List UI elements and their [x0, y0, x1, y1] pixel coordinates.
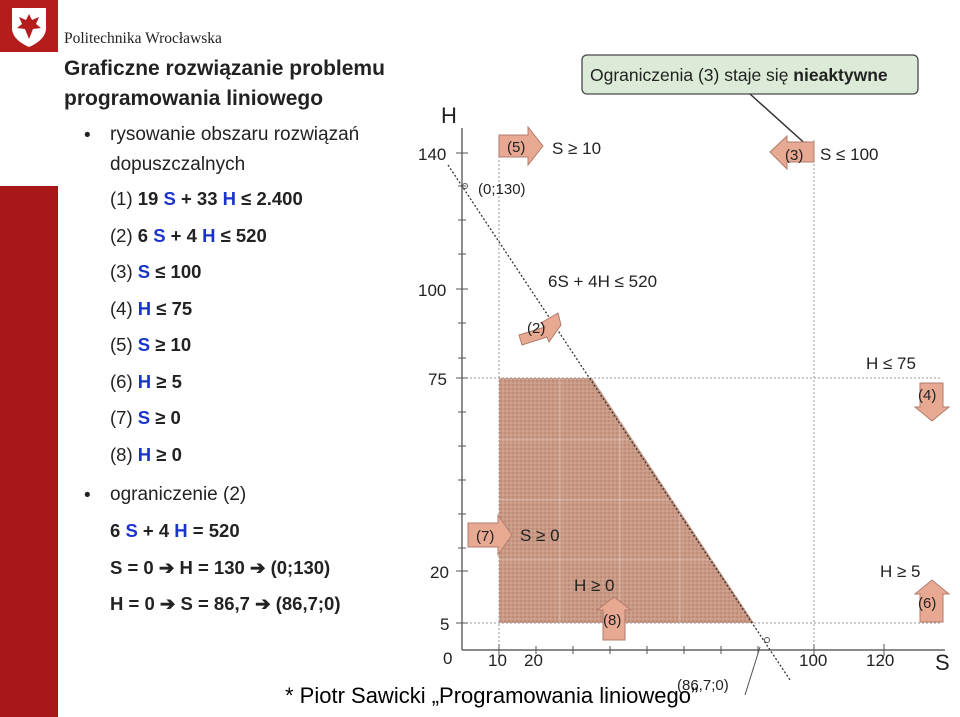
label-6s-4h-le-520: 6S + 4H ≤ 520 [548, 272, 658, 291]
y-tick-75: 75 [428, 370, 447, 389]
constraint-part: ≥ 5 [151, 370, 182, 392]
constraint-part: H [137, 443, 152, 465]
callout-text: Ograniczenia (3) staje się nieaktywne [590, 65, 888, 85]
x-tick-120: 120 [866, 651, 895, 670]
origin-label: 0 [443, 649, 453, 668]
y-tick-100: 100 [418, 281, 447, 300]
university-name: Politechnika Wrocławska [64, 30, 222, 47]
constraint-part: S [153, 224, 166, 246]
callout-arrow [750, 94, 810, 148]
bullet-2: ograniczenie (2) [110, 484, 247, 505]
bullet-1-line-2: dopuszczalnych [110, 154, 246, 175]
constraint-number: (1) [110, 188, 133, 209]
tag-7: (7) [476, 528, 495, 545]
tag-2: (2) [527, 320, 546, 337]
constraint-part: ≤ 2.400 [236, 188, 303, 209]
constraint-part: S [137, 261, 151, 282]
title-line-1: Graficzne rozwiązanie problemu [64, 57, 385, 80]
y-tick-140: 140 [418, 145, 447, 164]
derivation-1: S = 0 ➔ H = 130 ➔ (0;130) [110, 557, 331, 578]
point-86-7-0 [765, 638, 770, 643]
constraint-part: 19 [137, 188, 164, 209]
tag-4: (4) [918, 387, 937, 404]
leader-86-7-0 [745, 647, 760, 695]
constraint-number: (3) [110, 261, 133, 282]
bullet-dot-1: • [84, 125, 91, 146]
constraint-part: ≥ 10 [150, 334, 192, 355]
constraint-part: ≥ 0 [151, 443, 182, 465]
bullet-1-line-1: rysowanie obszaru rozwiązań [110, 124, 360, 145]
point-0-130-label: (0;130) [478, 181, 526, 198]
label-h-ge-0: H ≥ 0 [574, 576, 615, 595]
x-tick-20: 20 [524, 651, 543, 670]
constraint-number: (4) [110, 297, 133, 319]
tag-8: (8) [603, 612, 622, 629]
label-h-ge-5: H ≥ 5 [880, 562, 921, 581]
constraint-part: ≤ 75 [151, 297, 193, 319]
constraint-part: ≤ 100 [150, 261, 202, 282]
constraint-part: ≥ 0 [150, 407, 181, 428]
equation: 6 S + 4 H = 520 [110, 520, 240, 541]
y-tick-20: 20 [430, 563, 449, 582]
x-axis-label: S [935, 650, 950, 675]
y-tick-5: 5 [440, 615, 450, 634]
x-tick-100: 100 [799, 651, 828, 670]
constraint-number: (7) [110, 407, 133, 428]
constraint-part: S [137, 407, 151, 428]
x-tick-10: 10 [488, 651, 507, 670]
derivation-2: H = 0 ➔ S = 86,7 ➔ (86,7;0) [110, 593, 341, 614]
constraint-number: (8) [110, 443, 133, 465]
constraint-part: + 33 [175, 188, 223, 209]
label-s-ge-10: S ≥ 10 [552, 139, 602, 158]
constraint-part: H [222, 188, 237, 209]
y-axis-label: H [441, 103, 457, 128]
point-86-7-0-label: (86,7;0) [677, 677, 729, 694]
constraint-part: + 4 [165, 224, 203, 246]
constraint-part: S [137, 334, 151, 355]
constraint-number: (2) [110, 224, 133, 246]
bullet-dot-2: • [84, 485, 91, 506]
label-h-le-75: H ≤ 75 [866, 354, 916, 373]
tag-5: (5) [507, 139, 526, 156]
title-line-2: programowania liniowego [64, 87, 324, 110]
tag-3: (3) [785, 147, 804, 164]
tag-6: (6) [918, 595, 937, 612]
constraint-number: (6) [110, 370, 133, 392]
constraint-part: ≤ 520 [215, 224, 267, 246]
constraint-part: 6 [137, 224, 154, 246]
constraint-part: H [202, 224, 216, 246]
constraint-part: H [137, 297, 152, 319]
constraint-part: H [137, 370, 152, 392]
constraint-part: S [163, 188, 176, 209]
label-s-ge-0: S ≥ 0 [520, 526, 560, 545]
constraint-number: (5) [110, 334, 133, 355]
footer-citation: * Piotr Sawicki „Programowania liniowego” [285, 683, 699, 708]
label-s-le-100: S ≤ 100 [820, 145, 879, 164]
